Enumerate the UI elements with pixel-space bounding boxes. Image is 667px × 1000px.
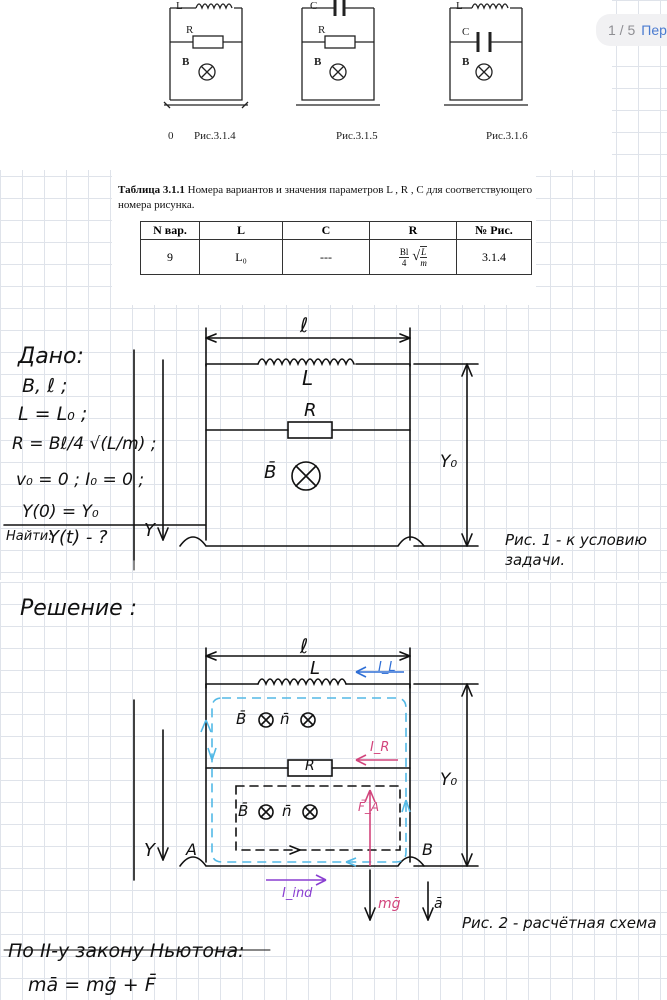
given-line-3: R = Bℓ/4 √(L/m) ; [12,434,157,454]
cell-n: 9 [141,240,200,275]
fig2-L-label: L [310,658,321,679]
caption-fig-3-1-6: Рис.3.1.6 [486,130,528,142]
cell-L: L₀ [200,240,283,275]
fig2-a-label: ā [434,896,443,912]
fig2-FA-label: F̄_A [358,800,380,814]
newton-equation: mā = mḡ + F̄ [28,974,156,996]
fig316-B-label: B [462,56,470,68]
next-page-link[interactable]: Пер [641,22,667,38]
fig2-Y0-label: Y₀ [440,770,458,790]
fig2-IL-label: I_L [378,660,396,675]
fig2-R-label: R [305,758,315,774]
header-R: R [370,222,457,240]
fig315-R-label: R [318,24,326,36]
page-counter: 1 / 5 [608,22,636,38]
R-formula-denominator: 4 [401,257,407,268]
header-C: C [283,222,370,240]
header-fig: № Рис. [457,222,532,240]
given-line-5: Y(0) = Y₀ [22,502,99,522]
cell-R: $\frac{Bl}{4}$ √ $\frac{L}{m}$ [370,240,457,275]
find-value: Y(t) - ? [48,527,108,548]
fig2-B-label-bottom: B̄ [238,802,249,820]
fig2-B-label-top: B̄ [236,710,247,728]
cell-C: --- [283,240,370,275]
caption-fig-3-1-4: Рис.3.1.4 [194,130,236,142]
fig315-B-label: B [314,56,322,68]
fig1-caption: Рис. 1 - к условию задачи. [505,531,648,569]
fig314-B-label: B [182,56,190,68]
fig1-R-label: R [304,400,317,421]
given-line-1: B, ℓ ; [22,375,68,397]
R-formula-sqrt-denominator: m [420,258,427,268]
fig1-l-label: ℓ [300,313,309,337]
given-title: Дано: [18,344,84,369]
cell-fig: 3.1.4 [457,240,532,275]
fig2-n-label-bottom: n̄ [282,802,292,820]
fig1-Y-label: Y [144,520,155,541]
table-caption-text: Номера вариантов и значения параметров L , R , C для соответствующего номера рисунка. [118,184,533,211]
R-formula-numerator: Bl [399,246,409,257]
fig2-mg-label: mḡ [378,896,401,912]
fig1-Y0-label: Y₀ [440,452,458,472]
fig2-l-label: ℓ [300,634,309,658]
header-n-var: N вар. [141,222,200,240]
fig2-n-label-top: n̄ [280,710,290,728]
table-caption-title: Таблица 3.1.1 [118,184,185,196]
caption-fig-3-1-5: Рис.3.1.5 [336,130,378,142]
fig315-C-label: C [310,0,318,12]
fig1-B-label: B̄ [264,462,277,483]
fig314-L-label: L [176,0,183,12]
header-L: L [200,222,283,240]
solution-title: Решение : [20,596,138,621]
fig316-L-label: L [456,0,463,12]
fig2-point-B: B [422,840,433,859]
fig1-L-label: L [302,366,314,390]
R-formula-sqrt-numerator: L [421,247,427,257]
given-line-2: L = L₀ ; [18,403,88,425]
find-label: Найти: [6,529,53,544]
fig316-C-label: C [462,26,470,38]
fig314-R-label: R [186,24,194,36]
fig2-point-A: A [186,840,197,859]
newton-law-heading: По II-у закону Ньютона: [8,940,245,962]
fig2-caption: Рис. 2 - расчётная схема [462,914,657,932]
fig-number-zero: 0 [168,130,174,142]
given-line-4: v₀ = 0 ; I₀ = 0 ; [16,470,145,490]
fig2-Iind-label: I_ind [282,886,313,901]
fig2-IR-label: I_R [370,740,390,755]
fig2-Y-label: Y [144,840,155,861]
